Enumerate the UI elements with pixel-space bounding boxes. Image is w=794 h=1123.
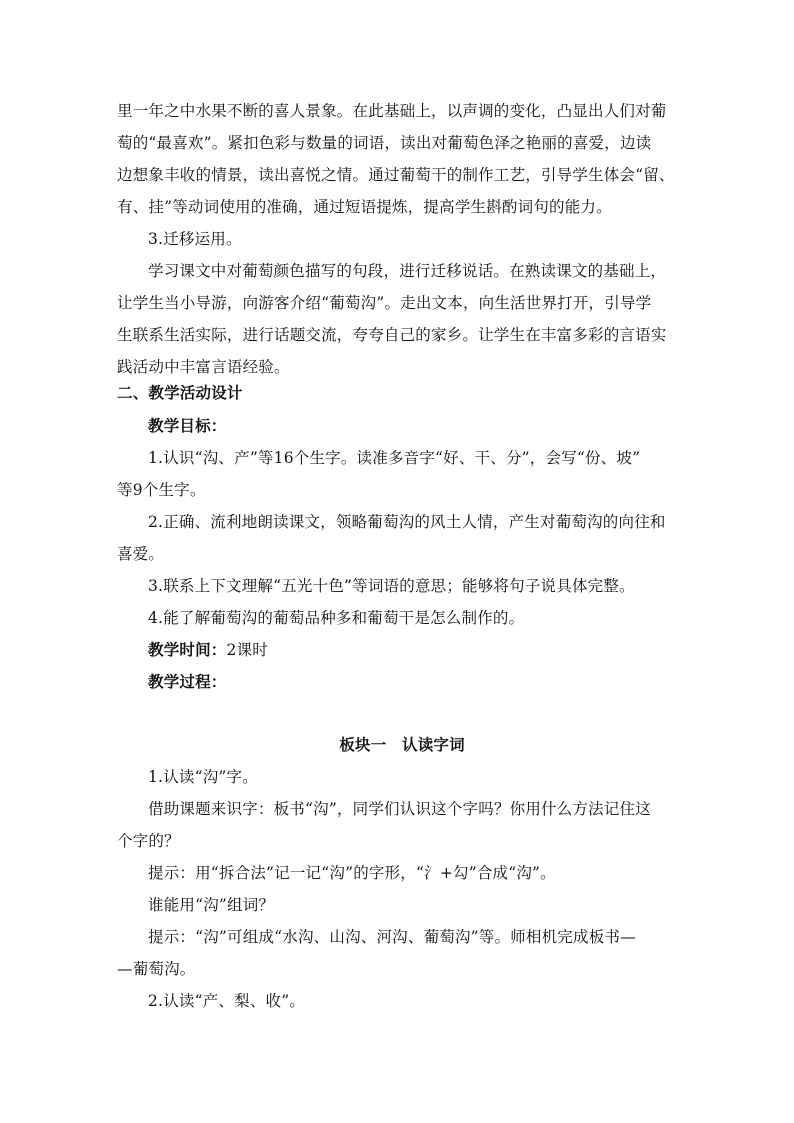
block-title: 板块一 认读字词 — [339, 735, 465, 754]
paragraph-line: 个字的？ — [117, 832, 180, 850]
paragraph-line: 等9个生字。 — [117, 481, 206, 499]
paragraph-line: 学习课文中对葡萄颜色描写的句段，进行迁移说话。在熟读课文的基础上， — [148, 262, 667, 280]
teaching-time-label: 教学时间： — [148, 640, 227, 659]
paragraph-line: 提示：用“拆合法”记一记“沟”的字形，“氵+勾”合成“沟”。 — [148, 864, 556, 882]
subheading-teaching-process: 教学过程： — [148, 672, 227, 691]
list-item: 2.正确、流利地朗读课文，领略葡萄沟的风土人情，产生对葡萄沟的向往和 — [148, 513, 666, 531]
paragraph-line: 边想象丰收的情景，读出喜悦之情。通过葡萄干的制作工艺，引导学生体会“留、 — [117, 166, 675, 184]
list-item: 3.迁移运用。 — [148, 230, 242, 248]
list-item: 4.能了解葡萄沟的葡萄品种多和葡萄干是怎么制作的。 — [148, 609, 525, 627]
teaching-time — [148, 640, 688, 660]
paragraph-line: 谁能用“沟”组词？ — [148, 896, 275, 914]
paragraph-line: 有、挂”等动词使用的准确，通过短语提炼，提高学生斟酌词句的能力。 — [117, 198, 612, 216]
list-item: 2.认读“产、梨、收”。 — [148, 992, 306, 1010]
paragraph-line: 里一年之中水果不断的喜人景象。在此基础上，以声调的变化，凸显出人们对葡 — [117, 102, 667, 120]
paragraph-line: —葡萄沟。 — [117, 960, 196, 978]
teaching-time-value: 2课时 — [226, 641, 268, 659]
paragraph-line: 生联系生活实际，进行话题交流，夸夸自己的家乡。让学生在丰富多彩的言语实 — [117, 326, 667, 344]
paragraph-line: 借助课题来识字：板书“沟”，同学们认识这个字吗？你用什么方法记住这 — [148, 800, 651, 818]
paragraph-line: 萄的“最喜欢”。紧扣色彩与数量的词语，读出对葡萄色泽之艳丽的喜爱，边读 — [117, 134, 652, 152]
list-item: 1.认识“沟、产”等16个生字。读准多音字“好、干、分”，会写“份、坡” — [148, 449, 641, 467]
paragraph-line: 喜爱。 — [117, 545, 165, 563]
paragraph-line: 践活动中丰富言语经验。 — [117, 358, 290, 376]
subheading-teaching-goals: 教学目标： — [148, 416, 227, 435]
list-item: 3.联系上下文理解“五光十色”等词语的意思；能够将句子说具体完整。 — [148, 577, 635, 595]
section-heading: 二、教学活动设计 — [117, 383, 243, 402]
paragraph-line: 让学生当小导游，向游客介绍“葡萄沟”。走出文本，向生活世界打开，引导学 — [117, 294, 652, 312]
list-item: 1.认读“沟”字。 — [148, 768, 258, 786]
paragraph-line: 提示：“沟”可组成“水沟、山沟、河沟、葡萄沟”等。师相机完成板书— — [148, 928, 636, 946]
